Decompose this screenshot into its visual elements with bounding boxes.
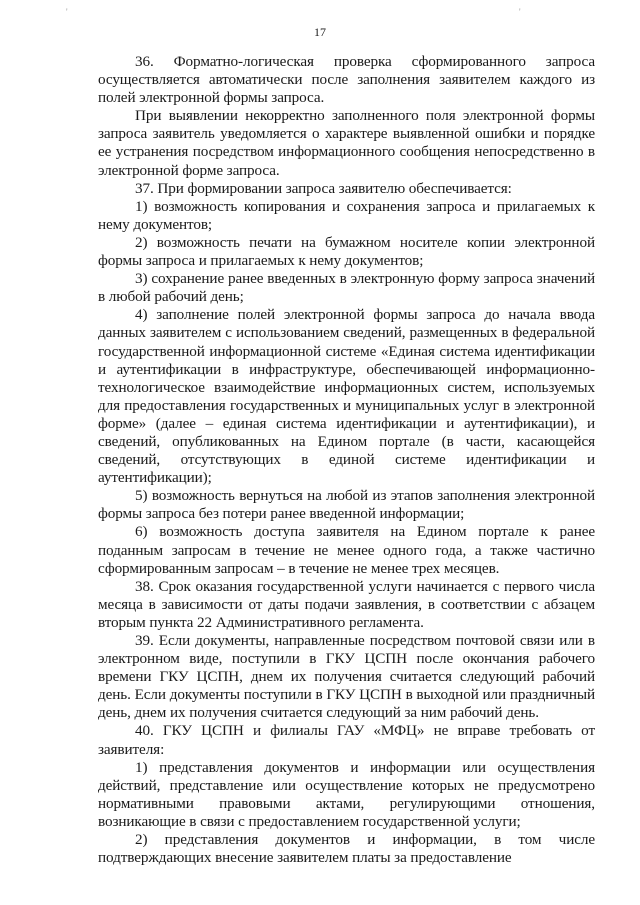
- document-body: [98, 53, 595, 867]
- paragraph-40: 40. ГКУ ЦСПН и филиалы ГАУ «МФЦ» не вправе требовать от заявителя:: [98, 722, 595, 758]
- paragraph-38: 38. Срок оказания государственной услуги начинается с первого числа месяца в зависимости от даты подачи заявления, в соответствии с абзацем вторым пункта 22 Административного регламента.: [98, 577, 595, 631]
- list-item-37-2: 2) возможность печати на бумажном носителе копии электронной формы запроса и прилагаемых к нему документов;: [98, 233, 595, 270]
- list-item-40-2: 2) представления документов и информации, в том числе подтверждающих внесение заявителем платы за предоставление: [98, 831, 595, 867]
- paragraph-37: 37. При формировании запроса заявителю обеспечивается:: [135, 179, 512, 197]
- list-item-37-4: 4) заполнение полей электронной формы запроса до начала ввода данных заявителем с использованием сведений, размещенных в федеральной государственной информационной системе «Единая система идентификации и аутентификации в инфраструктуре, обеспечивающей информационно-технологическое взаимодействие информационных систем, используемых для предоставления государственных и муниципальных услуг в электронной форме» (далее – единая система идентификации и аутентификации), и сведений, опубликованных на Едином портале (в части, касающейся сведений, отсутствующих в единой системе идентификации и аутентификации);: [98, 306, 595, 487]
- list-item-37-1: 1) возможность копирования и сохранения запроса и прилагаемых к нему документов;: [98, 197, 595, 233]
- list-item-37-5: 5) возможность вернуться на любой из этапов заполнения электронной формы запроса без потери ранее введенной информации;: [98, 487, 595, 523]
- list-item-37-6: 6) возможность доступа заявителя на Едином портале к ранее поданным запросам в течение не менее одного года, а также частично сформированным запросам – в течение не менее трех месяцев.: [98, 523, 595, 577]
- corner-mark-right: ': [519, 7, 521, 17]
- paragraph-36: 36. Форматно-логическая проверка сформированного запроса осуществляется автоматически после заполнения заявителем каждого из полей электронной формы запроса.: [98, 53, 595, 107]
- page-number: 17: [314, 25, 326, 39]
- corner-mark-left: ': [66, 7, 68, 17]
- paragraph-39: 39. Если документы, направленные посредством почтовой связи или в электронном виде, поступили в ГКУ ЦСПН после окончания рабочего времени ГКУ ЦСПН, днем их получения считается следующий рабочий день. Если документы поступили в ГКУ ЦСПН в выходной или праздничный день, днем их получения считается следующий за ним рабочий день.: [98, 632, 595, 722]
- paragraph-error-notice: При выявлении некорректно заполненного поля электронной формы запроса заявитель уведомляется о характере выявленной ошибки и порядке ее устранения посредством информационного сообщения непосредственно в электронной форме запроса.: [98, 107, 595, 179]
- list-item-37-3: 3) сохранение ранее введенных в электронную форму запроса значений в любой рабочий день;: [98, 270, 595, 306]
- list-item-40-1: 1) представления документов и информации или осуществления действий, представление или осуществление которых не предусмотрено нормативными правовыми актами, регулирующими отношения, возникающие в связи с предоставлением государственной услуги;: [98, 758, 595, 830]
